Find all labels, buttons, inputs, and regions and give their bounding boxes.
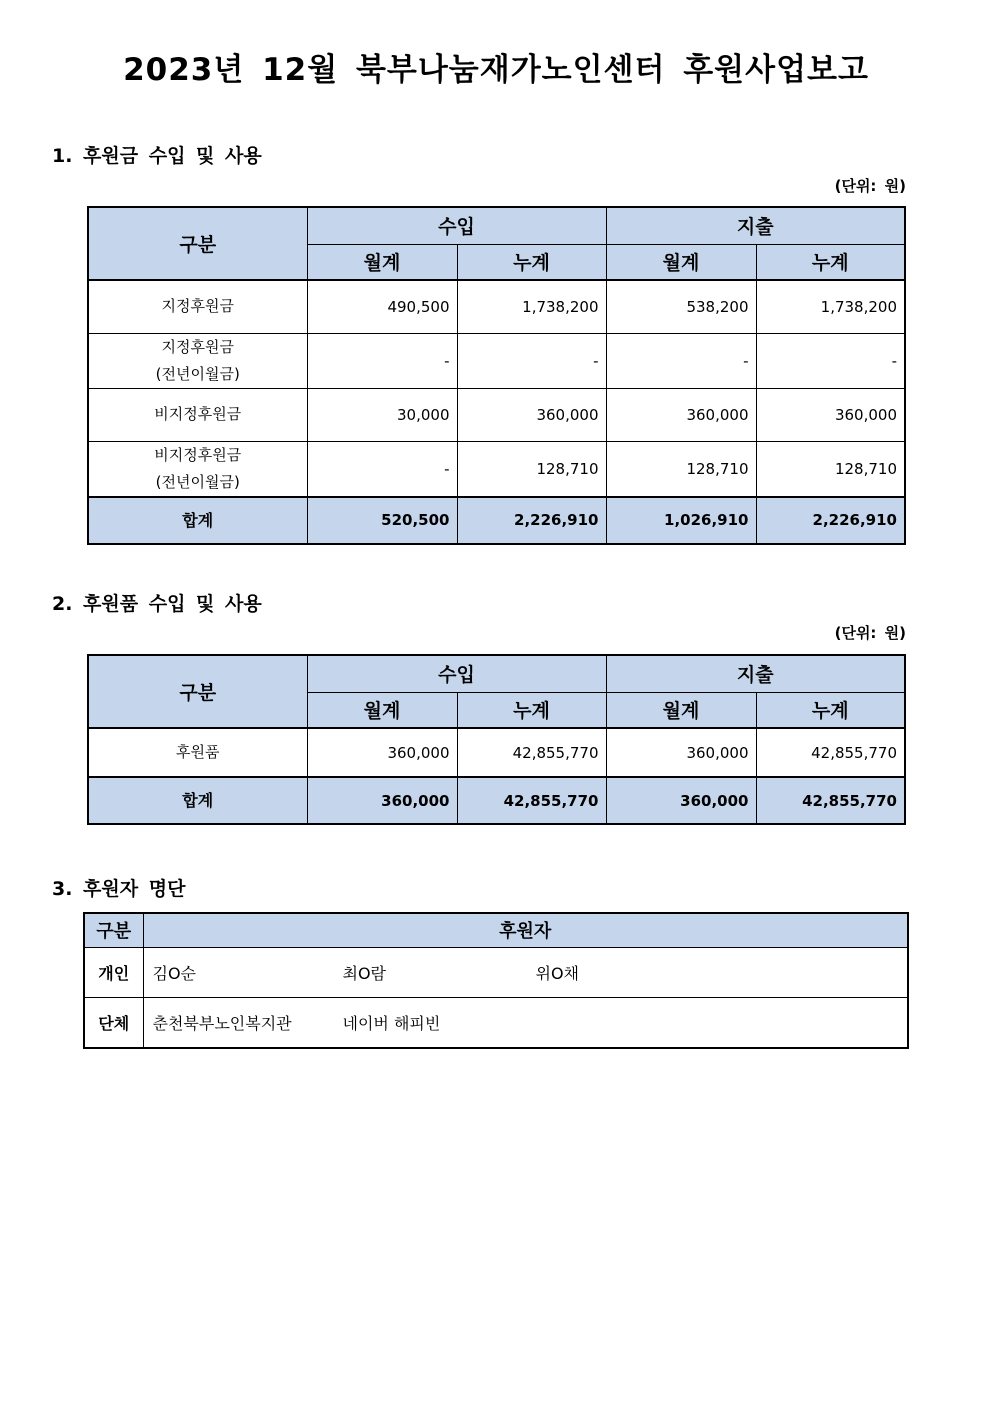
total-income-monthly: 520,500 xyxy=(307,497,457,544)
donation-money-table xyxy=(87,206,906,545)
income-cumulative: 360,000 xyxy=(457,388,606,441)
expense-cumulative: - xyxy=(756,333,905,388)
table-row xyxy=(88,280,905,333)
header-category: 구분 xyxy=(88,207,307,280)
header-income-cumulative: 누계 xyxy=(457,244,606,280)
page-title: 2023년 12월 북부나눔재가노인센터 후원사업보고 xyxy=(123,52,869,88)
header-donors: 후원자 xyxy=(143,913,908,947)
total-income-cumulative: 2,226,910 xyxy=(457,497,606,544)
income-cumulative: 128,710 xyxy=(457,441,606,497)
table-row xyxy=(88,728,905,777)
income-monthly: 360,000 xyxy=(307,728,457,777)
donation-goods-table xyxy=(87,654,906,825)
income-cumulative: 42,855,770 xyxy=(457,728,606,777)
donor-name: 춘천북부노인복지관 xyxy=(152,1013,292,1033)
group-label: 단체 xyxy=(84,997,143,1048)
expense-cumulative: 128,710 xyxy=(756,441,905,497)
donor-name: 위O채 xyxy=(535,963,580,983)
expense-cumulative: 360,000 xyxy=(756,388,905,441)
total-income-monthly: 360,000 xyxy=(307,777,457,824)
group-donors xyxy=(143,997,908,1048)
header-category: 구분 xyxy=(84,913,143,947)
expense-monthly: 128,710 xyxy=(606,441,756,497)
header-expense-monthly: 월계 xyxy=(606,692,756,728)
section2-heading: 2. 후원품 수입 및 사용 xyxy=(52,593,262,615)
section2-unit: (단위: 원) xyxy=(834,624,906,642)
expense-cumulative: 1,738,200 xyxy=(756,280,905,333)
header-expense-monthly: 월계 xyxy=(606,244,756,280)
income-monthly: - xyxy=(307,333,457,388)
total-label: 합계 xyxy=(88,777,307,824)
income-monthly: - xyxy=(307,441,457,497)
total-label: 합계 xyxy=(88,497,307,544)
table-row xyxy=(84,997,908,1048)
donor-name: 최O람 xyxy=(342,963,387,983)
header-expense-cumulative: 누계 xyxy=(756,692,905,728)
row-label: 비지정후원금 (전년이월금) xyxy=(88,441,307,497)
expense-monthly: 360,000 xyxy=(606,388,756,441)
total-expense-cumulative: 42,855,770 xyxy=(756,777,905,824)
header-expense: 지출 xyxy=(606,655,905,692)
row-label: 비지정후원금 xyxy=(88,388,307,441)
income-monthly: 30,000 xyxy=(307,388,457,441)
income-cumulative: - xyxy=(457,333,606,388)
header-category: 구분 xyxy=(88,655,307,728)
header-expense: 지출 xyxy=(606,207,905,244)
income-cumulative: 1,738,200 xyxy=(457,280,606,333)
table-row xyxy=(88,388,905,441)
total-row xyxy=(88,497,905,544)
total-row xyxy=(88,777,905,824)
donor-list-table xyxy=(83,912,909,1049)
individual-donors xyxy=(143,947,908,997)
header-expense-cumulative: 누계 xyxy=(756,244,905,280)
header-income-cumulative: 누계 xyxy=(457,692,606,728)
expense-monthly: 360,000 xyxy=(606,728,756,777)
header-income-monthly: 월계 xyxy=(307,692,457,728)
expense-cumulative: 42,855,770 xyxy=(756,728,905,777)
income-monthly: 490,500 xyxy=(307,280,457,333)
expense-monthly: 538,200 xyxy=(606,280,756,333)
total-expense-cumulative: 2,226,910 xyxy=(756,497,905,544)
donor-name: 네이버 해피빈 xyxy=(342,1013,441,1033)
row-label: 지정후원금 (전년이월금) xyxy=(88,333,307,388)
section1-heading: 1. 후원금 수입 및 사용 xyxy=(52,145,262,167)
header-income: 수입 xyxy=(307,207,606,244)
total-expense-monthly: 360,000 xyxy=(606,777,756,824)
table-row xyxy=(88,441,905,497)
section3-heading: 3. 후원자 명단 xyxy=(52,878,186,900)
header-income: 수입 xyxy=(307,655,606,692)
header-income-monthly: 월계 xyxy=(307,244,457,280)
donor-name: 김O순 xyxy=(152,963,197,983)
individual-label: 개인 xyxy=(84,947,143,997)
table-row xyxy=(84,947,908,997)
row-label: 후원품 xyxy=(88,728,307,777)
row-label: 지정후원금 xyxy=(88,280,307,333)
total-expense-monthly: 1,026,910 xyxy=(606,497,756,544)
total-income-cumulative: 42,855,770 xyxy=(457,777,606,824)
section1-unit: (단위: 원) xyxy=(834,177,906,195)
expense-monthly: - xyxy=(606,333,756,388)
table-row xyxy=(88,333,905,388)
